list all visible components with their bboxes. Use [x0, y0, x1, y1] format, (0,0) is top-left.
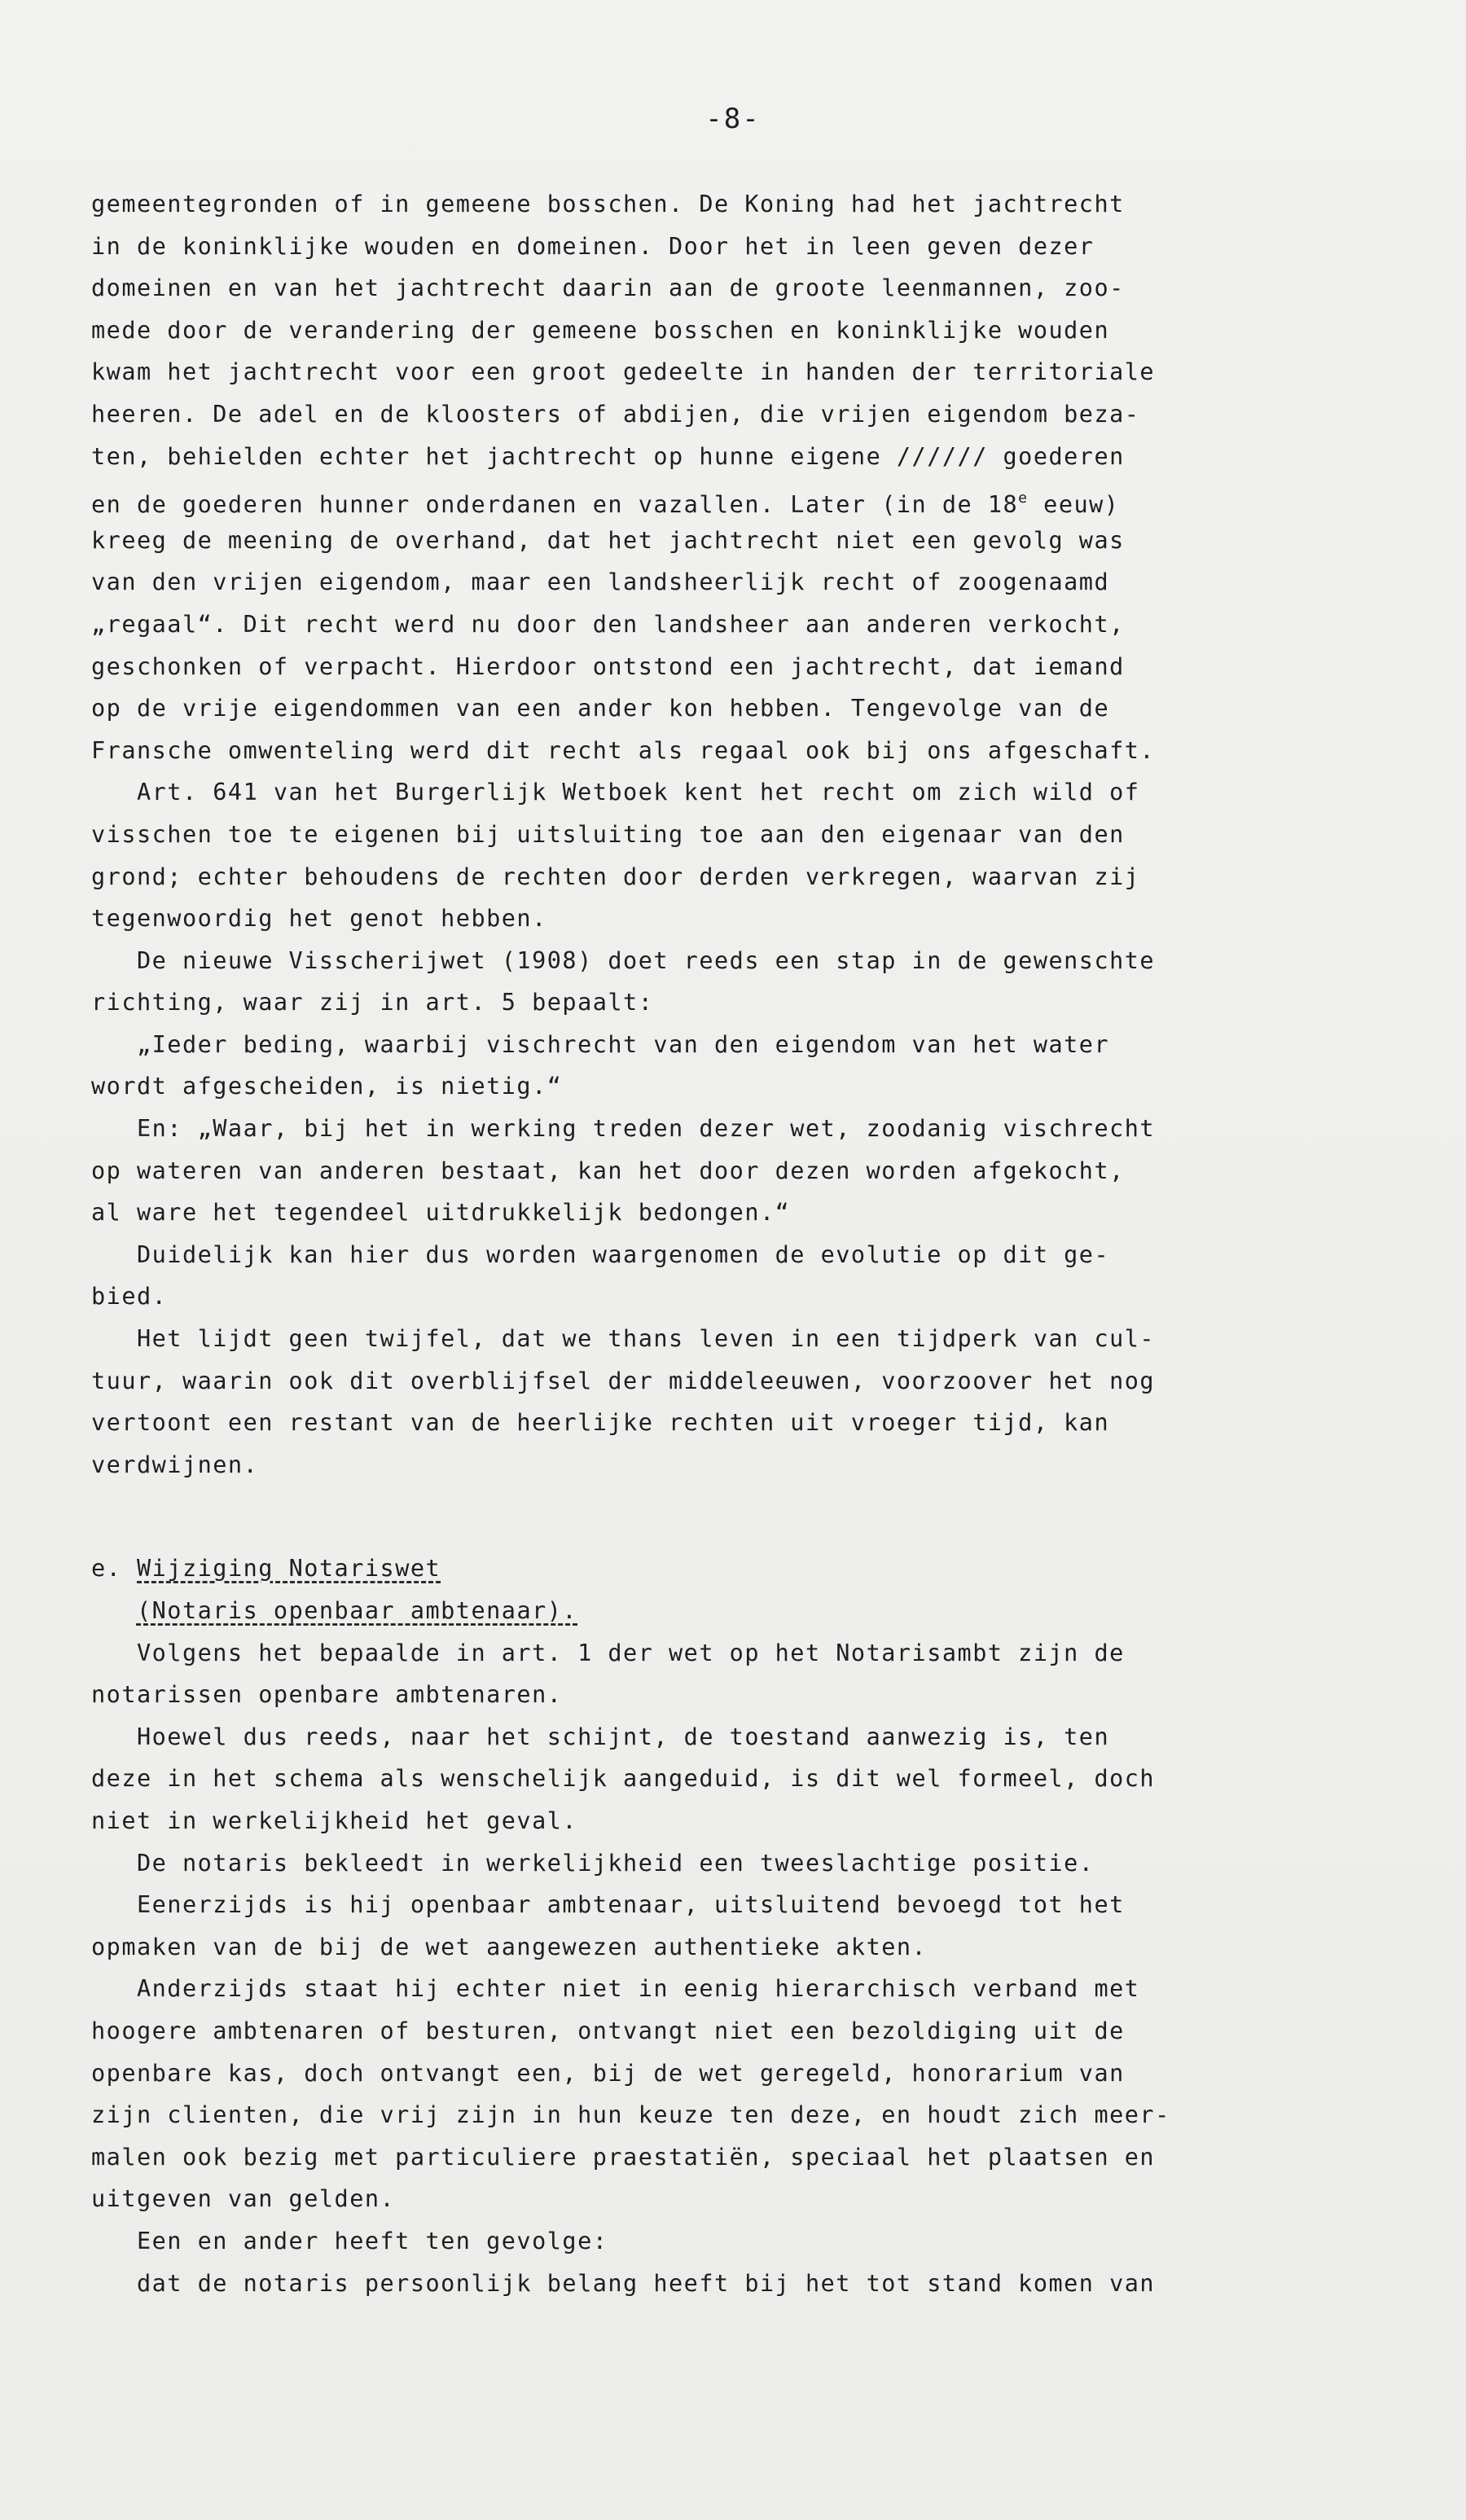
- text-line: vertoont een restant van de heerlijke rechten uit vroeger tijd, kan: [91, 1409, 1110, 1437]
- text-line: Het lijdt geen twijfel, dat we thans leven in een tijdperk van cul-: [91, 1325, 1156, 1353]
- document-body: [91, 183, 1411, 2304]
- text-line: domeinen en van het jachtrecht daarin aan de groote leenmannen, zoo-: [91, 274, 1125, 302]
- text-line: kreeg de meening de overhand, dat het jachtrecht niet een gevolg was: [91, 526, 1125, 554]
- text-line: En: „Waar, bij het in werking treden dezer wet, zoodanig vischrecht: [91, 1115, 1156, 1143]
- text-line: grond; echter behoudens de rechten door derden verkregen, waarvan zij: [91, 863, 1140, 890]
- section-subtitle: (Notaris openbaar ambtenaar).: [136, 1597, 578, 1624]
- text-line: zijn clienten, die vrij zijn in hun keuze ten deze, en houdt zich meer-: [91, 2101, 1170, 2129]
- text-line: deze in het schema als wenschelijk aangeduid, is dit wel formeel, doch: [91, 1765, 1156, 1793]
- text-line: De notaris bekleedt in werkelijkheid een tweeslachtige positie.: [91, 1849, 1095, 1877]
- text-line: in de koninklijke wouden en domeinen. Door het in leen geven dezer: [91, 232, 1095, 260]
- text-line: Anderzijds staat hij echter niet in eenig hierarchisch verband met: [91, 1975, 1140, 2003]
- text-line: Fransche omwenteling werd dit recht als regaal ook bij ons afgeschaft.: [91, 736, 1156, 764]
- paragraph-block-bottom: [91, 1632, 1411, 2305]
- text-line: gemeentegronden of in gemeene bosschen. De Koning had het jachtrecht: [91, 191, 1125, 217]
- section-gap: [91, 1486, 1411, 1548]
- paragraph-block-mid: [91, 520, 1411, 1486]
- text-line: geschonken of verpacht. Hierdoor ontstond een jachtrecht, dat iemand: [91, 652, 1125, 680]
- section-heading: [91, 1548, 1411, 1631]
- text-line: mede door de verandering der gemeene bosschen en koninklijke wouden: [91, 316, 1110, 344]
- text-line: wordt afgescheiden, is nietig.“: [91, 1073, 563, 1100]
- text-line: richting, waar zij in art. 5 bepaalt:: [91, 989, 654, 1016]
- text-line: opmaken van de bij de wet aangewezen authentieke akten.: [91, 1933, 928, 1960]
- text-line: niet in werkelijkheid het geval.: [91, 1807, 578, 1834]
- text-line: bied.: [91, 1283, 168, 1310]
- text-line: Hoewel dus reeds, naar het schijnt, de toestand aanwezig is, ten: [91, 1723, 1110, 1750]
- superscript: e: [1018, 490, 1029, 507]
- page-number: -8-: [705, 103, 761, 135]
- text-line-century: [91, 477, 1411, 520]
- section-title: Wijziging Notariswet: [137, 1555, 441, 1583]
- text-line-start: en de goederen hunner onderdanen en vazallen. Later (in de 18: [91, 491, 1019, 519]
- section-subtitle-line: [91, 1590, 1411, 1632]
- section-title-line: [91, 1548, 1411, 1590]
- text-line: Art. 641 van het Burgerlijk Wetboek kent het recht om zich wild of: [91, 779, 1140, 806]
- text-line: hoogere ambtenaren of besturen, ontvangt niet een bezoldiging uit de: [91, 2017, 1125, 2044]
- text-line: malen ook bezig met particuliere praestatiën, speciaal het plaatsen en: [91, 2143, 1156, 2171]
- text-line: „Ieder beding, waarbij vischrecht van den eigendom van het water: [91, 1030, 1110, 1058]
- section-marker: e.: [91, 1555, 122, 1583]
- text-line: tuur, waarin ook dit overblijfsel der middeleeuwen, voorzoover het nog: [91, 1367, 1156, 1394]
- text-line: Duidelijk kan hier dus worden waargenomen de evolutie op dit ge-: [91, 1240, 1110, 1268]
- text-line: De nieuwe Visscherijwet (1908) doet reeds een stap in de gewenschte: [91, 946, 1156, 974]
- text-line: verdwijnen.: [91, 1451, 259, 1478]
- text-line-end: eeuw): [1028, 491, 1120, 519]
- text-line: Een en ander heeft ten gevolge:: [91, 2227, 608, 2254]
- text-line: op wateren van anderen bestaat, kan het door dezen worden afgekocht,: [91, 1157, 1125, 1184]
- text-line: uitgeven van gelden.: [91, 2185, 396, 2213]
- paragraph-block-top: [91, 183, 1411, 520]
- text-line: visschen toe te eigenen bij uitsluiting toe aan den eigenaar van den: [91, 820, 1125, 848]
- text-line: tegenwoordig het genot hebben.: [91, 905, 547, 933]
- text-line: dat de notaris persoonlijk belang heeft bij het tot stand komen van: [91, 2269, 1156, 2297]
- text-line: al ware het tegendeel uitdrukkelijk bedongen.“: [91, 1199, 791, 1227]
- text-line: kwam het jachtrecht voor een groot gedeelte in handen der territoriale: [91, 358, 1156, 386]
- text-line: Eenerzijds is hij openbaar ambtenaar, uitsluitend bevoegd tot het: [91, 1891, 1125, 1919]
- text-line: Volgens het bepaalde in art. 1 der wet op het Notarisambt zijn de: [91, 1639, 1125, 1666]
- text-line: ten, behielden echter het jachtrecht op hunne eigene ////// goederen: [91, 442, 1125, 470]
- text-line: „regaal“. Dit recht werd nu door den landsheer aan anderen verkocht,: [91, 610, 1125, 638]
- text-line: notarissen openbare ambtenaren.: [91, 1681, 563, 1709]
- text-line: op de vrije eigendommen van een ander kon hebben. Tengevolge van de: [91, 695, 1110, 722]
- text-line: heeren. De adel en de kloosters of abdijen, die vrijen eigendom beza-: [91, 400, 1140, 428]
- text-line: van den vrijen eigendom, maar een landsheerlijk recht of zoogenaamd: [91, 569, 1110, 596]
- text-line: openbare kas, doch ontvangt een, bij de wet geregeld, honorarium van: [91, 2059, 1125, 2087]
